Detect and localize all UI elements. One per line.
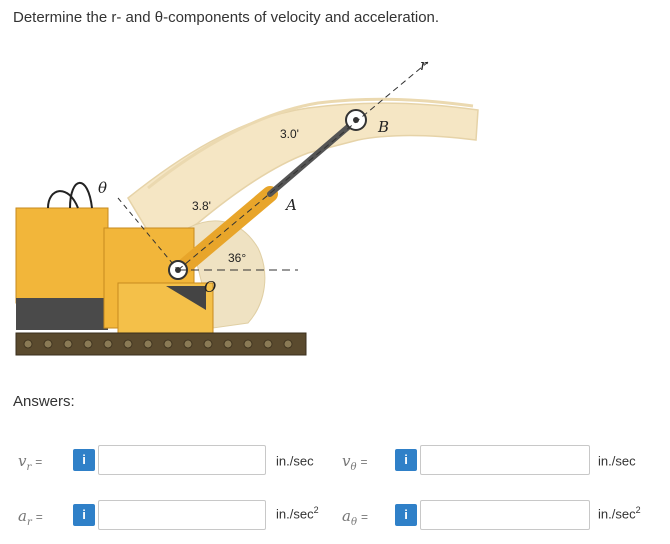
boom-arm	[128, 103, 478, 248]
ar-info-button[interactable]: i	[73, 504, 95, 526]
vtheta-info-button[interactable]: i	[395, 449, 417, 471]
label-B: B	[378, 118, 390, 136]
ar-unit: $in./\sec^2$	[276, 505, 319, 522]
vr-unit: in./sec	[276, 453, 314, 469]
dim-3-0: 3.0'	[280, 127, 299, 141]
vr-info-button[interactable]: i	[73, 449, 95, 471]
label-r: r	[420, 56, 428, 74]
vr-input[interactable]	[98, 445, 266, 475]
vtheta-symbol: $v_\theta$ =	[342, 452, 368, 473]
ar-symbol: $a_r$ =	[18, 507, 43, 528]
cab-hoses	[48, 183, 92, 208]
label-O: O	[204, 278, 217, 296]
answers-label: Answers:	[13, 393, 75, 410]
atheta-symbol: $a_\theta$ =	[342, 507, 368, 528]
vtheta-input[interactable]	[420, 445, 590, 475]
cab-rear	[16, 208, 108, 303]
label-theta: θ	[98, 179, 108, 197]
label-A: A	[286, 196, 297, 214]
excavator-figure	[8, 48, 488, 368]
vr-symbol: $v_r$ =	[18, 452, 43, 473]
vtheta-unit: in./sec	[598, 453, 636, 469]
dim-3-8: 3.8'	[192, 199, 211, 213]
cab-stripe	[16, 298, 108, 330]
atheta-input[interactable]	[420, 500, 590, 530]
ar-input[interactable]	[98, 500, 266, 530]
angle-label: 36°	[228, 251, 247, 265]
atheta-unit: $in./\sec^2$	[598, 505, 641, 522]
track	[16, 333, 306, 355]
atheta-info-button[interactable]: i	[395, 504, 417, 526]
question-text: Determine the r- and θ-components of velocity and acceleration.	[13, 9, 440, 26]
